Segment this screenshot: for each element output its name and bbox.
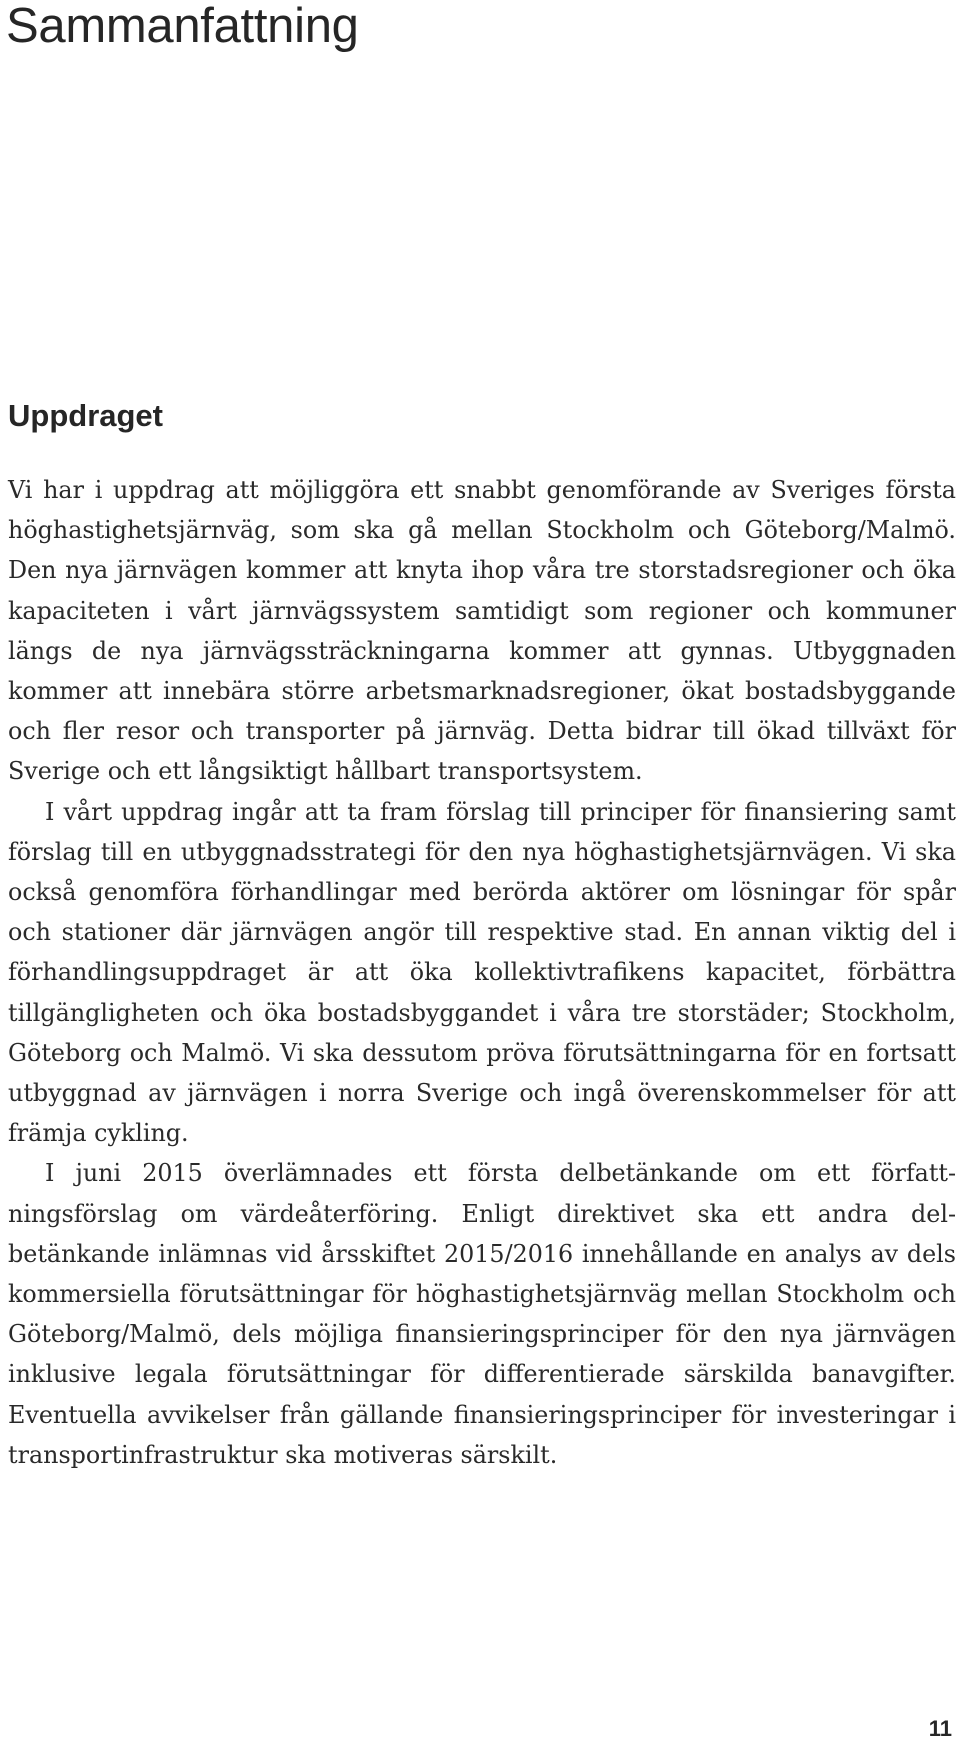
- paragraph: I vårt uppdrag ingår att ta fram förslag till principer för finansiering samt förslag till en utbyggnadsstrategi för den nya höghastighetsjärnvägen. Vi ska också genomföra förhandlingar med berörda aktörer om lösningar för spår och stationer där järnvägen angör till respektive stad. En annan viktig del i förhandlingsuppdraget är att öka kollektivtrafikens kapacitet, förbättra tillgängligheten och öka bostadsbyggandet i våra tre storstäder; Stockholm, Göteborg och Malmö. Vi ska dessutom pröva förutsättningarna för en fortsatt utbyggnad av järnvägen i norra Sverige och ingå överenskommelser för att främja cykling.: [8, 797, 956, 1148]
- paragraph: Vi har i uppdrag att möjliggöra ett snabbt genomförande av Sveriges första höghastighetsjärnväg, som ska gå mellan Stockholm och Göteborg/Malmö. Den nya järnvägen kommer att knyta ihop våra tre storstadsregioner och öka kapaciteten i vårt järnvägssystem samtidigt som regioner och kommuner längs de nya järnvägssträckningarna kommer att gynnas. Utbyggnaden kommer att innebära större arbetsmarknadsregioner, ökat bostadsbyggande och fler resor och transporter på järnväg. Detta bidrar till ökad tillväxt för Sverige och ett långsiktigt hållbart transportsystem.: [8, 476, 956, 786]
- paragraph: I juni 2015 överlämnades ett första delbetänkande om ett författningsförslag om värdeåterföring. Enligt direktivet ska ett andra delbetänkande inlämnas vid årsskiftet 2015/2016 innehållande en analys av dels kommersiella förutsättningar för höghastighetsjärnväg mellan Stockholm och Göteborg/Malmö, dels möjliga finansieringsprinciper för den nya järnvägen inklusive legala förutsättningar för differentierade särskilda banavgifter. Eventuella avvikelser från gällande finansieringsprinciper för investeringar i transportinfrastruktur ska motiveras särskilt.: [8, 1159, 956, 1469]
- page-number: 11: [928, 1716, 952, 1741]
- body-text: [8, 470, 956, 1475]
- page-title: Sammanfattning: [6, 0, 359, 53]
- section-heading: Uppdraget: [8, 398, 163, 433]
